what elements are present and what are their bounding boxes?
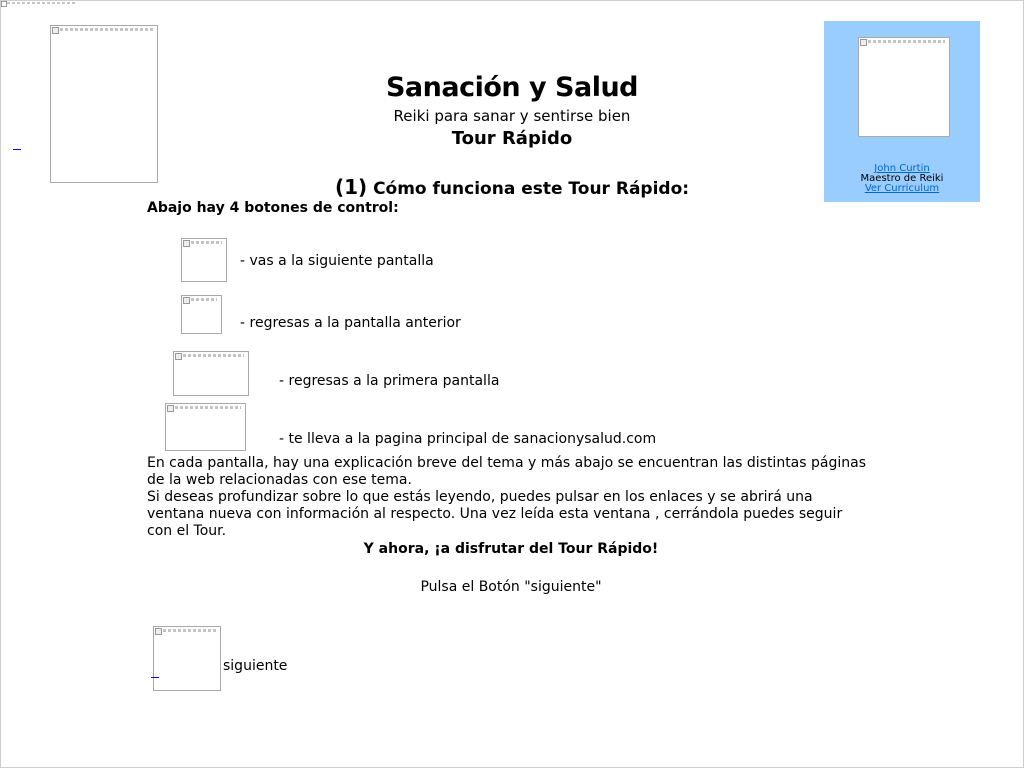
explanation-paragraph-2: Si deseas profundizar sobre lo que estás leyendo, puedes pulsar en los enlaces y se abrirá una ventana nueva con información al respecto. Una vez leída esta ventana , cerrándola puedes seguir con el Tour.	[147, 489, 843, 539]
section-heading-text: Cómo funciona este Tour Rápido:	[373, 179, 690, 199]
controls-intro: Abajo hay 4 botones de control:	[147, 200, 399, 216]
page-subtitle: Reiki para sanar y sentirse bien	[393, 107, 631, 125]
press-next-text: Pulsa el Botón "siguiente"	[420, 579, 602, 595]
control-description-next: - vas a la siguiente pantalla	[240, 253, 434, 269]
control-description-first: - regresas a la primera pantalla	[279, 373, 500, 389]
left-banner-link[interactable]	[13, 149, 21, 150]
next-control-icon[interactable]	[181, 238, 227, 282]
control-description-home: - te lleva a la pagina principal de sanacionysalud.com	[279, 431, 657, 447]
first-screen-control-icon[interactable]	[173, 351, 249, 396]
previous-control-icon[interactable]	[181, 295, 222, 334]
curriculum-link[interactable]: Ver Curriculum	[864, 183, 940, 194]
page-title: Sanación y Salud	[385, 72, 638, 103]
home-control-icon[interactable]	[165, 403, 246, 451]
next-button-image[interactable]	[153, 626, 221, 691]
author-photo	[858, 37, 950, 137]
control-description-previous: - regresas a la pantalla anterior	[240, 315, 461, 331]
broken-image-icon	[1, 1, 75, 6]
next-button-label[interactable]: siguiente	[223, 658, 288, 674]
author-name-link[interactable]: John Curtin	[874, 163, 930, 174]
explanation-paragraph-1: En cada pantalla, hay una explicación breve del tema y más abajo se encuentran las distintas páginas de la web relacionadas con ese tema.	[147, 455, 866, 488]
explanation-text	[147, 455, 867, 540]
tour-title: Tour Rápido	[451, 128, 573, 149]
author-role: Maestro de Reiki	[860, 173, 944, 184]
left-banner-image	[50, 25, 158, 183]
next-button-link-underline[interactable]	[151, 677, 159, 678]
author-sidebar	[824, 21, 980, 202]
section-number: (1)	[334, 175, 368, 199]
enjoy-text: Y ahora, ¡a disfrutar del Tour Rápido!	[363, 541, 659, 557]
